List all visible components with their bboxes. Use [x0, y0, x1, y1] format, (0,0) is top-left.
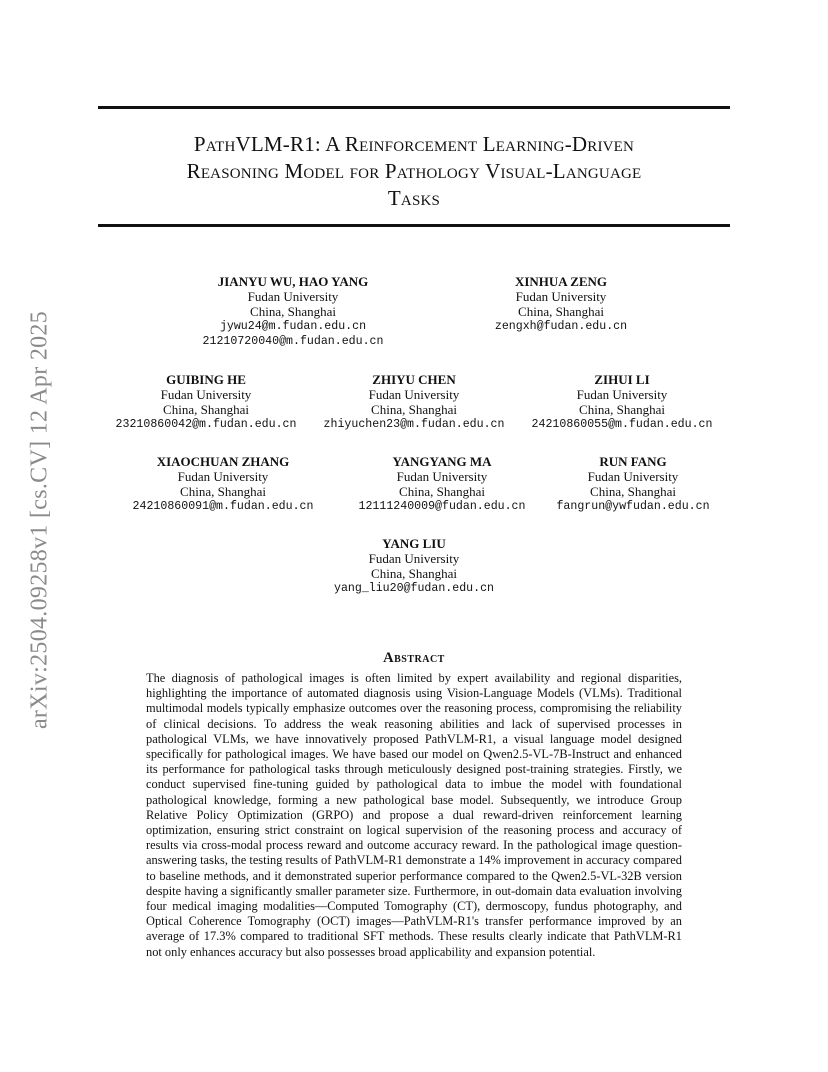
author-name: YANGYANG MA — [392, 454, 492, 469]
author-location: China, Shanghai — [180, 484, 266, 499]
author-block-zhang — [118, 454, 328, 514]
author-affiliation: Fudan University — [368, 551, 460, 566]
author-email[interactable]: yang_liu20@fudan.edu.cn — [333, 582, 495, 595]
author-email[interactable]: 24210860055@m.fudan.edu.cn — [531, 418, 713, 431]
arxiv-identifier: arXiv:2504.09258v1 [cs.CV] 12 Apr 2025 — [26, 310, 53, 730]
author-name: ZHIYU CHEN — [372, 372, 456, 387]
author-location: China, Shanghai — [250, 304, 336, 319]
author-affiliation: Fudan University — [368, 387, 460, 402]
author-location: China, Shanghai — [399, 484, 485, 499]
author-name: JIANYU WU, HAO YANG — [217, 274, 369, 289]
author-location: China, Shanghai — [579, 402, 665, 417]
author-location: China, Shanghai — [163, 402, 249, 417]
author-affiliation: Fudan University — [576, 387, 668, 402]
author-block-fang — [538, 454, 728, 514]
author-block-wu-yang — [173, 274, 413, 349]
author-email[interactable]: jywu24@m.fudan.edu.cn — [219, 320, 367, 333]
title-line-2: Reasoning Model for Pathology Visual-Language — [186, 159, 642, 183]
author-email[interactable]: zengxh@fudan.edu.cn — [494, 320, 628, 333]
author-block-chen — [309, 372, 519, 432]
title-top-rule — [98, 106, 730, 109]
paper-title — [98, 131, 730, 212]
author-name: RUN FANG — [599, 454, 667, 469]
author-affiliation: Fudan University — [396, 469, 488, 484]
author-name: GUIBING HE — [166, 372, 246, 387]
author-email[interactable]: zhiyuchen23@m.fudan.edu.cn — [323, 418, 505, 431]
author-name: XIAOCHUAN ZHANG — [156, 454, 290, 469]
title-line-3: Tasks — [387, 186, 441, 210]
author-affiliation: Fudan University — [587, 469, 679, 484]
author-block-zeng — [461, 274, 661, 334]
author-email[interactable]: 21210720040@m.fudan.edu.cn — [202, 335, 384, 348]
author-affiliation: Fudan University — [160, 387, 252, 402]
title-bottom-rule — [98, 224, 730, 227]
author-email[interactable]: fangrun@ywfudan.edu.cn — [556, 500, 710, 513]
author-name: ZIHUI LI — [594, 372, 650, 387]
author-affiliation: Fudan University — [177, 469, 269, 484]
author-block-liu — [314, 536, 514, 596]
author-block-ma — [337, 454, 547, 514]
author-location: China, Shanghai — [590, 484, 676, 499]
author-block-li — [517, 372, 727, 432]
author-email[interactable]: 23210860042@m.fudan.edu.cn — [115, 418, 297, 431]
abstract-body: The diagnosis of pathological images is often limited by expert availability and regional disparities, highlighting the importance of automated diagnosis using Vision-Language Models (VLMs). Traditional multimodal models typically emphasize outcomes over the reasoning process, compromising the reliability of clinical decisions. To address the weak reasoning abilities and lack of supervised processes in pathological VLMs, we have innovatively proposed PathVLM-R1, a visual language model designed specifically for pathological images. We have based our model on Qwen2.5-VL-7B-Instruct and enhanced its performance for pathological tasks through meticulously designed post-training strategies. Firstly, we conduct supervised fine-tuning guided by pathological data to imbue the model with foundational pathological knowledge, forming a new pathological base model. Subsequently, we introduce Group Relative Policy Optimization (GRPO) and propose a dual reward-driven reinforcement learning optimization, ensuring strict constraint on logical supervision of the reasoning process and accuracy of results via cross-modal process reward and outcome accuracy reward. In the pathological image question-answering tasks, the testing results of PathVLM-R1 demonstrate a 14% improvement in accuracy compared to baseline methods, and it demonstrated superior performance compared to the Qwen2.5-VL-32B version despite having a significantly smaller parameter size. Furthermore, in out-domain data evaluation involving four medical imaging modalities—Computed Tomography (CT), dermoscopy, fundus photography, and Optical Coherence Tomography (OCT) images—PathVLM-R1's transfer performance improved by an average of 17.3% compared to traditional SFT methods. These results clearly indicate that PathVLM-R1 not only enhances accuracy but also possesses broad applicability and expansion potential. — [146, 671, 682, 959]
author-name: YANG LIU — [382, 536, 446, 551]
author-block-he — [101, 372, 311, 432]
author-affiliation: Fudan University — [247, 289, 339, 304]
author-location: China, Shanghai — [371, 566, 457, 581]
author-affiliation: Fudan University — [515, 289, 607, 304]
title-line-1: PathVLM-R1: A Reinforcement Learning-Driven — [193, 132, 635, 156]
author-email[interactable]: 24210860091@m.fudan.edu.cn — [132, 500, 314, 513]
abstract-heading: Abstract — [383, 650, 445, 666]
author-email[interactable]: 12111240009@fudan.edu.cn — [358, 500, 526, 513]
author-name: XINHUA ZENG — [514, 274, 608, 289]
author-location: China, Shanghai — [518, 304, 604, 319]
author-location: China, Shanghai — [371, 402, 457, 417]
